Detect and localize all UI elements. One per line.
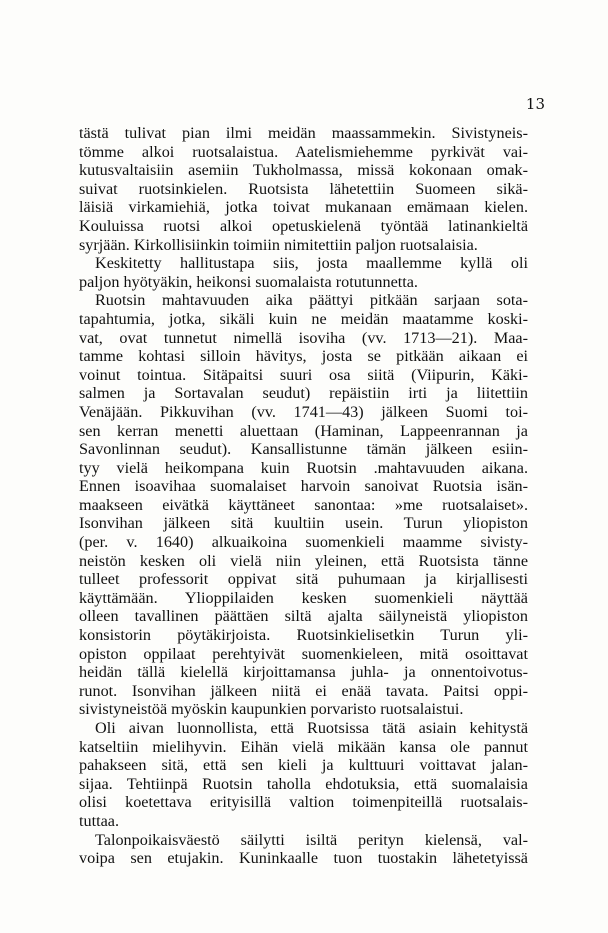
text-line: tömme alkoi ruotsalaistua. Aatelismiehemme pyrkivät vai-	[79, 142, 528, 161]
text-line: läisiä virkamiehiä, jotka toivat mukanaan emämaan kielen.	[79, 198, 528, 217]
text-line: Keskitetty hallitustapa siis, josta maallemme kyllä oli	[95, 254, 528, 273]
body-text	[79, 124, 528, 868]
text-line: vat, ovat tunnetut nimellä isoviha (vv. 1713—21). Maa-	[79, 328, 528, 347]
text-line: tuttaa.	[79, 811, 120, 830]
text-line: Kouluissa ruotsi alkoi opetuskielenä työntää latinankieltä	[79, 216, 528, 235]
text-line: tulleet professorit oppivat sitä puhumaan ja kirjallisesti	[79, 570, 528, 589]
text-line: voinut tointua. Sitäpaitsi suuri osa siitä (Viipurin, Käki-	[79, 365, 528, 384]
text-line: syrjään. Kirkollisiinkin toimiin nimitettiin paljon ruotsalaisia.	[79, 235, 478, 254]
text-line: tyy vielä heikompana kuin Ruotsin .mahtavuuden aikana.	[79, 458, 528, 477]
text-line: olleen tavallinen päättäen siltä ajalta säilyneistä yliopiston	[79, 607, 528, 626]
text-line: käyttämään. Ylioppilaiden kesken suomenkieli näyttää	[79, 588, 528, 607]
text-line: suivat ruotsinkielen. Ruotsista lähetettiin Suomeen sikä-	[79, 179, 528, 198]
text-line: katseltiin mielihyvin. Eihän vielä mikään kansa ole pannut	[79, 737, 528, 756]
page-number: 13	[525, 95, 545, 113]
text-line: Isonvihan jälkeen sitä kuultiin usein. Turun yliopiston	[79, 514, 528, 533]
text-line: paljon hyötyäkin, heikonsi suomalaista rotutunnetta.	[79, 272, 418, 291]
text-line: Venäjään. Pikkuvihan (vv. 1741—43) jälkeen Suomi toi-	[79, 402, 528, 421]
text-line: Ennen isoavihaa suomalaiset harvoin sanoivat Ruotsia isän-	[79, 477, 528, 496]
text-line: runot. Isonvihan jälkeen niitä ei enää tavata. Paitsi oppi-	[79, 681, 528, 700]
text-line: olisi koetettava erityisillä valtion toimenpiteillä ruotsalais-	[79, 793, 528, 812]
text-line: salmen ja Sortavalan seudut) repäistiin irti ja liitettiin	[79, 384, 528, 403]
text-line: Oli aivan luonnollista, että Ruotsissa tätä asiain kehitystä	[95, 719, 528, 737]
text-line: Savonlinnan seudut). Kansallistunne tämän jälkeen esiin-	[79, 440, 528, 459]
text-line: tapahtumia, jotka, sikäli kuin ne meidän maatamme koski-	[79, 309, 528, 328]
text-line: sijaa. Tehtiinpä Ruotsin taholla ehdotuksia, että suomalaisia	[79, 774, 528, 793]
text-line: neistön kesken oli vielä niin yleinen, että Ruotsista tänne	[79, 551, 528, 570]
text-line: sivistyneistöä myöskin kaupunkien porvaristo ruotsalaistui.	[79, 700, 464, 719]
text-line: Talonpoikaisväestö säilytti isiltä perityn kielensä, val-	[95, 830, 528, 849]
text-line: tästä tulivat pian ilmi meidän maassammekin. Sivistyneis-	[79, 124, 528, 142]
text-line: (per. v. 1640) alkuaikoina suomenkieli maamme sivisty-	[79, 533, 528, 552]
text-line: kutusvaltaisiin asemiin Tukholmassa, missä kokonaan omak-	[79, 161, 528, 180]
text-line: heidän tällä kielellä kirjoittamansa juhla- ja onnentoivotus-	[79, 663, 528, 682]
text-line: pahakseen sitä, että sen kieli ja kulttuuri voittavat jalan-	[79, 756, 528, 775]
text-line: Ruotsin mahtavuuden aika päättyi pitkään sarjaan sota-	[95, 291, 528, 310]
text-line: konsistorin pöytäkirjoista. Ruotsinkielisetkin Turun yli-	[79, 626, 528, 645]
text-line: voipa sen etujakin. Kuninkaalle tuon tuostakin lähetetyissä	[79, 849, 528, 868]
text-line: tamme kohtasi silloin hävitys, josta se pitkään aikaan ei	[79, 347, 528, 366]
text-line: sen kerran menetti aluettaan (Haminan, Lappeenrannan ja	[79, 421, 528, 440]
text-line: opiston oppilaat perehtyivät suomenkieleen, mitä osoittavat	[79, 644, 528, 663]
text-line: maakseen eivätkä käyttäneet sanontaa: »me ruotsalaiset».	[79, 495, 528, 514]
